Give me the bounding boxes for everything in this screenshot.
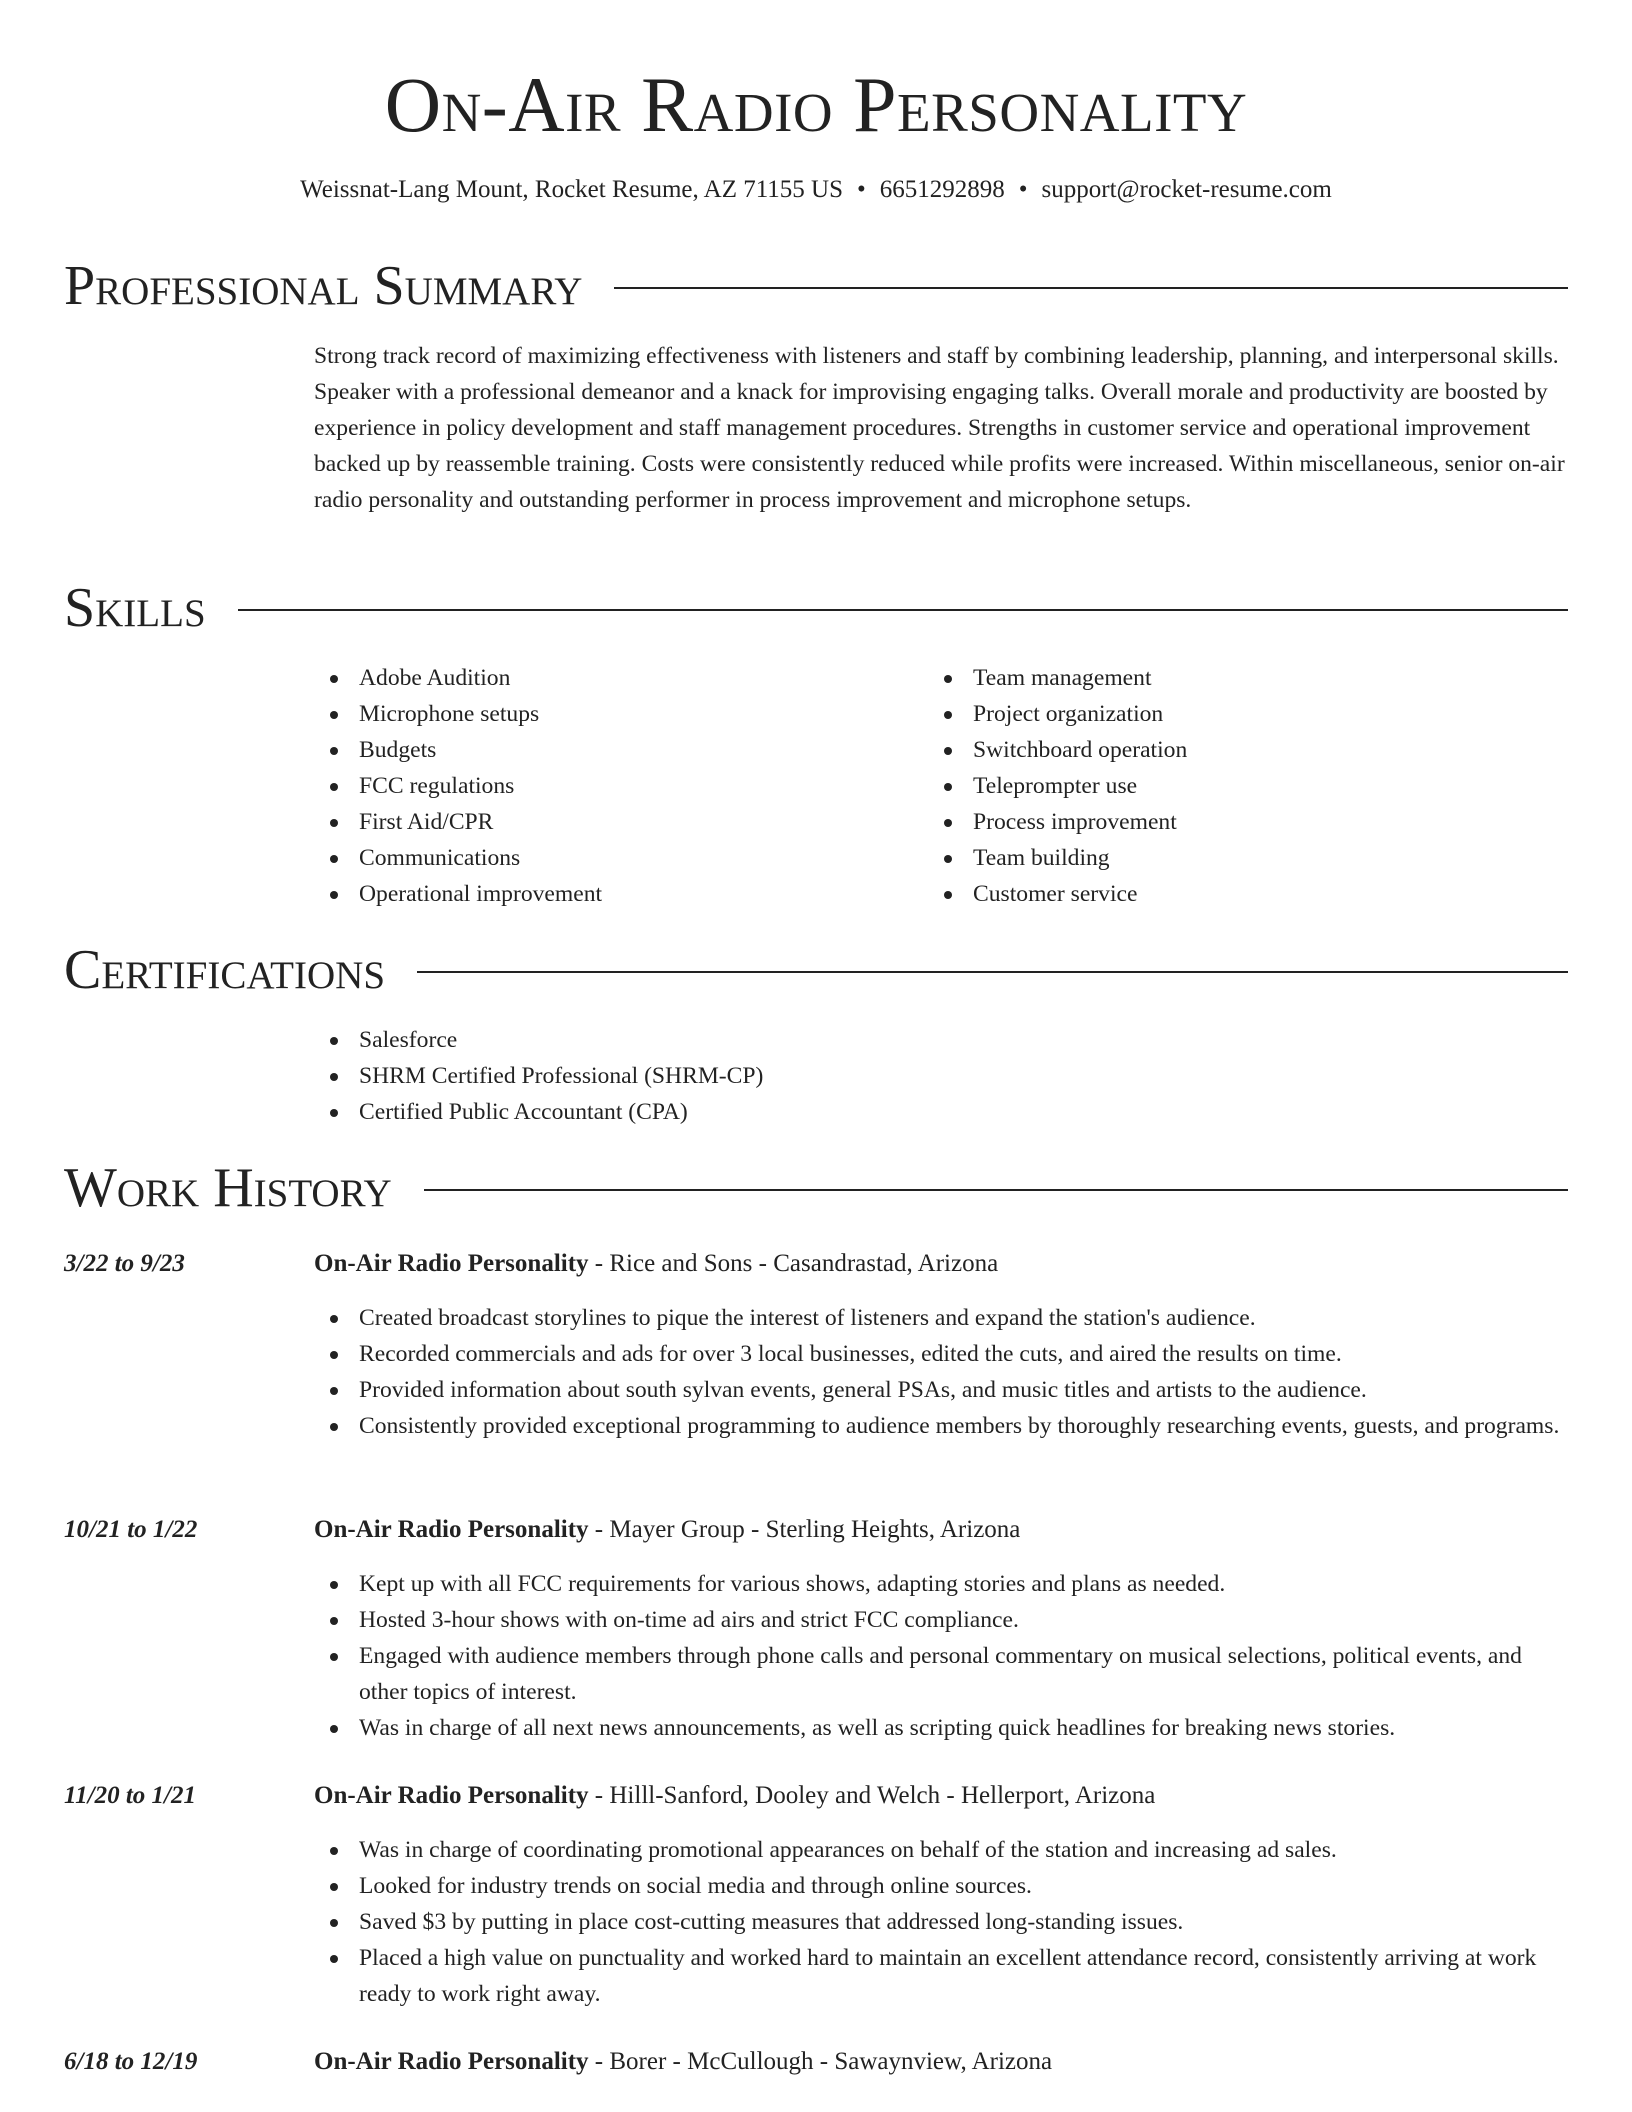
job-bullet bbox=[314, 1832, 1570, 1868]
certification-item bbox=[314, 1058, 1314, 1094]
certifications-list-wrap bbox=[314, 1022, 1314, 1130]
job-bullet-text: Was in charge of all next news announcements, as well as scripting quick headlines for breaking news stories. bbox=[359, 1715, 1396, 1741]
skill-item bbox=[928, 768, 1528, 804]
job-bullet bbox=[314, 1336, 1570, 1372]
job-role: On-Air Radio Personality bbox=[314, 1516, 589, 1543]
job-employer-location: - Borer - McCullough - Sawaynview, Arizona bbox=[588, 2048, 1053, 2075]
bullet-icon bbox=[330, 1617, 338, 1625]
skill-item bbox=[928, 696, 1528, 732]
skill-text: Customer service bbox=[973, 881, 1138, 907]
certifications-list bbox=[314, 1022, 1314, 1130]
skill-text: Adobe Audition bbox=[359, 665, 511, 691]
skill-text: Process improvement bbox=[973, 809, 1177, 835]
section-divider bbox=[238, 609, 1568, 611]
skill-text: Team building bbox=[973, 845, 1110, 871]
job-bullet-text: Engaged with audience members through phone calls and personal commentary on musical selections, political events, and other topics of interest. bbox=[359, 1643, 1522, 1705]
bullet-icon bbox=[330, 1919, 338, 1927]
bullet-icon bbox=[330, 1581, 338, 1589]
bullet-icon bbox=[330, 1653, 338, 1661]
job-dates: 10/21 to 1/22 bbox=[64, 1516, 198, 1543]
work-section-title: Work History bbox=[64, 1157, 392, 1219]
job-bullets bbox=[314, 1300, 1570, 1444]
job-dates: 11/20 to 1/21 bbox=[64, 1782, 196, 1809]
skill-text: Budgets bbox=[359, 737, 437, 763]
skills-list-left bbox=[314, 660, 914, 912]
skill-item bbox=[928, 840, 1528, 876]
job-bullet bbox=[314, 1638, 1570, 1710]
job-bullet-text: Placed a high value on punctuality and worked hard to maintain an excellent attendance record, consistently arriving at work ready to work right away. bbox=[359, 1945, 1537, 2007]
job-bullet-list bbox=[314, 1832, 1570, 2012]
job-bullet bbox=[314, 1300, 1570, 1336]
job-role: On-Air Radio Personality bbox=[314, 1782, 589, 1809]
job-bullet bbox=[314, 1868, 1570, 1904]
skill-item bbox=[928, 732, 1528, 768]
bullet-icon bbox=[330, 1351, 338, 1359]
job-heading bbox=[314, 1246, 998, 1282]
section-divider bbox=[614, 287, 1568, 289]
job-employer-location: - Rice and Sons - Casandrastad, Arizona bbox=[588, 1250, 999, 1277]
skill-text: Switchboard operation bbox=[973, 737, 1188, 763]
bullet-icon bbox=[330, 819, 338, 827]
bullet-icon bbox=[330, 1387, 338, 1395]
job-bullet-list bbox=[314, 1566, 1570, 1746]
work-section-header bbox=[64, 1156, 1568, 1220]
job-employer-location: - Hilll-Sanford, Dooley and Welch - Hellerport, Arizona bbox=[588, 1782, 1156, 1809]
job-employer-location: - Mayer Group - Sterling Heights, Arizona bbox=[588, 1516, 1021, 1543]
bullet-icon bbox=[330, 1955, 338, 1963]
bullet-icon bbox=[330, 1037, 338, 1045]
skill-item bbox=[314, 804, 914, 840]
job-bullet-text: Consistently provided exceptional programming to audience members by thoroughly researching events, guests, and programs. bbox=[359, 1413, 1560, 1439]
skills-section-title: Skills bbox=[64, 577, 206, 639]
job-bullet-text: Saved $3 by putting in place cost-cutting measures that addressed long-standing issues. bbox=[359, 1909, 1184, 1935]
contact-separator: • bbox=[1018, 176, 1028, 203]
skill-text: First Aid/CPR bbox=[359, 809, 494, 835]
skills-column-right bbox=[928, 660, 1528, 912]
bullet-icon bbox=[330, 747, 338, 755]
bullet-icon bbox=[330, 1883, 338, 1891]
skill-item bbox=[314, 660, 914, 696]
bullet-icon bbox=[330, 1725, 338, 1733]
skill-item bbox=[928, 660, 1528, 696]
skill-item bbox=[314, 732, 914, 768]
job-bullet-text: Hosted 3-hour shows with on-time ad airs and strict FCC compliance. bbox=[359, 1607, 1019, 1633]
skills-column-left bbox=[314, 660, 914, 912]
certification-text: SHRM Certified Professional (SHRM-CP) bbox=[359, 1063, 764, 1089]
bullet-icon bbox=[330, 1847, 338, 1855]
contact-address: Weissnat-Lang Mount, Rocket Resume, AZ 71155 US bbox=[300, 176, 843, 203]
skill-item bbox=[314, 768, 914, 804]
bullet-icon bbox=[944, 819, 952, 827]
bullet-icon bbox=[944, 675, 952, 683]
job-dates: 6/18 to 12/19 bbox=[64, 2048, 198, 2075]
job-bullet bbox=[314, 1710, 1570, 1746]
job-bullets bbox=[314, 1566, 1570, 1746]
job-bullet bbox=[314, 1602, 1570, 1638]
certifications-section-title: Certifications bbox=[64, 939, 386, 1001]
bullet-icon bbox=[944, 747, 952, 755]
job-bullet-text: Created broadcast storylines to pique the interest of listeners and expand the station's audience. bbox=[359, 1305, 1256, 1331]
job-bullet-text: Provided information about south sylvan events, general PSAs, and music titles and artists to the audience. bbox=[359, 1377, 1367, 1403]
skill-item bbox=[314, 876, 914, 912]
job-heading bbox=[314, 1512, 1020, 1548]
skill-text: FCC regulations bbox=[359, 773, 515, 799]
skill-text: Microphone setups bbox=[359, 701, 540, 727]
job-bullet bbox=[314, 1372, 1570, 1408]
certifications-section-header bbox=[64, 938, 1568, 1002]
job-heading bbox=[314, 2044, 1052, 2080]
skill-text: Teleprompter use bbox=[973, 773, 1138, 799]
resume-name: On-Air Radio Personality bbox=[384, 61, 1248, 148]
skill-text: Communications bbox=[359, 845, 521, 871]
contact-separator: • bbox=[857, 176, 866, 203]
contact-email: support@rocket-resume.com bbox=[1041, 176, 1332, 203]
certification-text: Certified Public Accountant (CPA) bbox=[359, 1099, 688, 1125]
job-role: On-Air Radio Personality bbox=[314, 2048, 589, 2075]
skill-item bbox=[314, 840, 914, 876]
bullet-icon bbox=[944, 711, 952, 719]
section-divider bbox=[424, 1189, 1568, 1191]
summary-section-header bbox=[64, 254, 1568, 318]
bullet-icon bbox=[330, 1073, 338, 1081]
job-bullets bbox=[314, 1832, 1570, 2012]
job-dates: 3/22 to 9/23 bbox=[64, 1250, 185, 1277]
skills-section-header bbox=[64, 576, 1568, 640]
skill-text: Project organization bbox=[973, 701, 1164, 727]
job-bullet bbox=[314, 1904, 1570, 1940]
bullet-icon bbox=[330, 675, 338, 683]
section-divider bbox=[417, 971, 1568, 973]
skill-item bbox=[928, 876, 1528, 912]
job-bullet-text: Kept up with all FCC requirements for various shows, adapting stories and plans as needed. bbox=[359, 1571, 1226, 1597]
job-role: On-Air Radio Personality bbox=[314, 1250, 589, 1277]
summary-section-title: Professional Summary bbox=[64, 255, 583, 317]
job-bullet-list bbox=[314, 1300, 1570, 1444]
bullet-icon bbox=[330, 783, 338, 791]
skills-list-right bbox=[928, 660, 1528, 912]
contact-phone: 6651292898 bbox=[879, 176, 1005, 203]
job-bullet-text: Was in charge of coordinating promotional appearances on behalf of the station and increasing ad sales. bbox=[359, 1837, 1337, 1863]
job-bullet bbox=[314, 1566, 1570, 1602]
bullet-icon bbox=[330, 1423, 338, 1431]
job-bullet-text: Recorded commercials and ads for over 3 local businesses, edited the cuts, and aired the results on time. bbox=[359, 1341, 1342, 1367]
summary-text: Strong track record of maximizing effectiveness with listeners and staff by combining leadership, planning, and interpersonal skills. Speaker with a professional demeanor and a knack for improvising engaging talks. Overall morale and productivity are boosted by experience in policy development and staff management procedures. Strengths in customer service and operational improvement backed up by reassemble training. Costs were consistently reduced while profits were increased. Within miscellaneous, senior on-air radio personality and outstanding performer in process improvement and microphone setups. bbox=[314, 343, 1565, 513]
skill-item bbox=[314, 696, 914, 732]
bullet-icon bbox=[330, 711, 338, 719]
bullet-icon bbox=[330, 891, 338, 899]
job-bullet bbox=[314, 1940, 1570, 2012]
contact-line bbox=[0, 174, 1632, 206]
skill-text: Team management bbox=[973, 665, 1152, 691]
job-bullet-text: Looked for industry trends on social media and through online sources. bbox=[359, 1873, 1032, 1899]
skill-item bbox=[928, 804, 1528, 840]
certification-item bbox=[314, 1094, 1314, 1130]
certification-text: Salesforce bbox=[359, 1027, 458, 1053]
certification-item bbox=[314, 1022, 1314, 1058]
bullet-icon bbox=[944, 855, 952, 863]
job-bullet bbox=[314, 1408, 1570, 1444]
bullet-icon bbox=[944, 783, 952, 791]
bullet-icon bbox=[330, 1109, 338, 1117]
job-heading bbox=[314, 1778, 1155, 1814]
bullet-icon bbox=[944, 891, 952, 899]
bullet-icon bbox=[330, 1315, 338, 1323]
skill-text: Operational improvement bbox=[359, 881, 603, 907]
bullet-icon bbox=[330, 855, 338, 863]
